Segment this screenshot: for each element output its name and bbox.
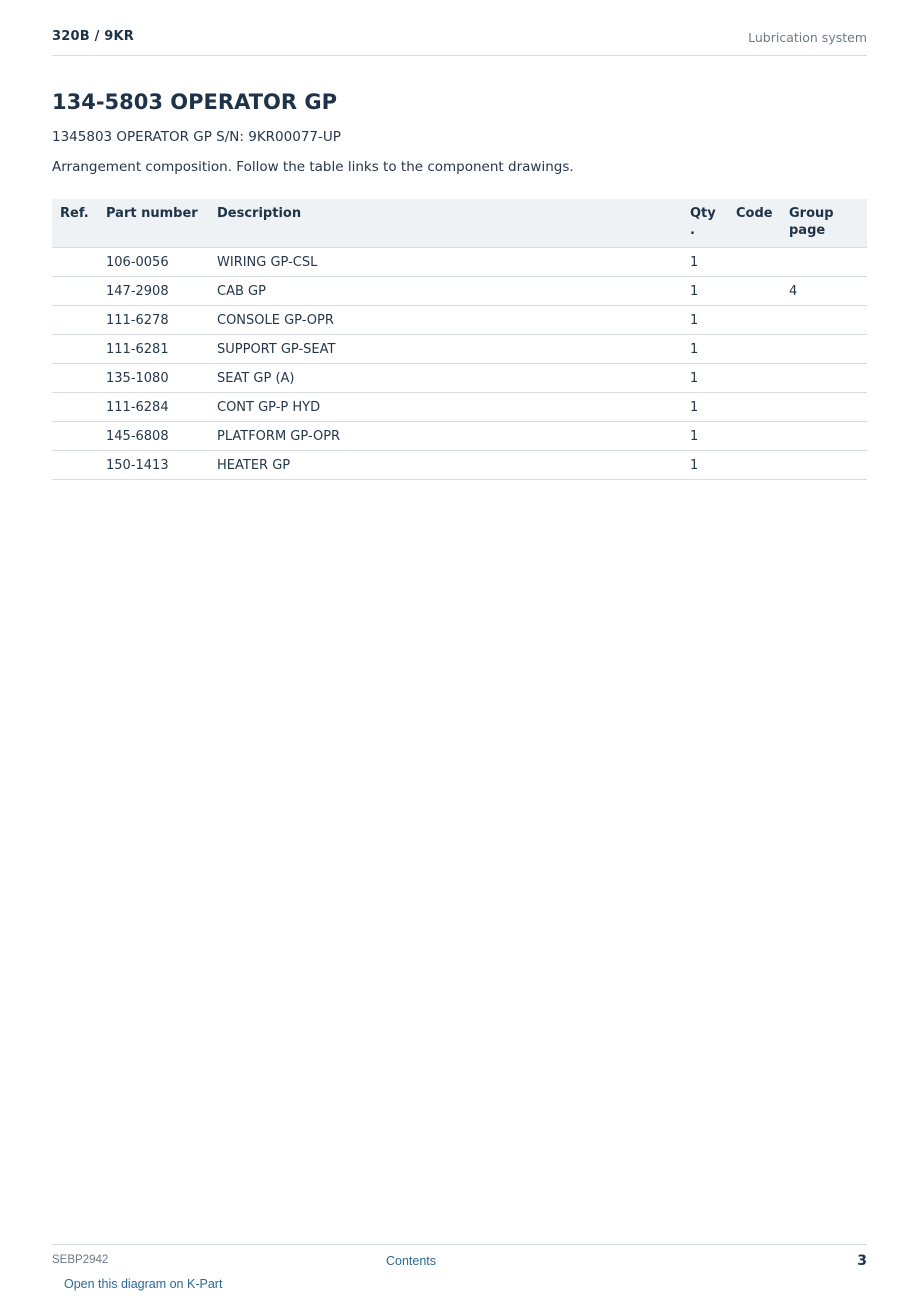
model-label: 320B / 9KR [52, 29, 134, 44]
parts-table-header [52, 199, 867, 248]
header-row [52, 199, 867, 248]
ref-cell [52, 248, 106, 277]
ref-cell [52, 306, 106, 335]
section-label: Lubrication system [748, 30, 867, 45]
qty-cell: 1 [690, 306, 736, 335]
part-number-link[interactable]: 147-2908 [106, 277, 217, 306]
part-number-cell: 111-6281 [106, 335, 217, 364]
document-page [52, 0, 867, 1300]
table-row [52, 277, 867, 306]
qty-cell: 1 [690, 248, 736, 277]
ref-cell [52, 277, 106, 306]
code-cell [736, 451, 789, 480]
code-cell [736, 422, 789, 451]
table-row [52, 422, 867, 451]
table-row [52, 335, 867, 364]
parts-table-body [52, 248, 867, 480]
table-row [52, 306, 867, 335]
qty-cell: 1 [690, 277, 736, 306]
description-cell: WIRING GP-CSL [217, 248, 690, 277]
serial-range-text: 1345803 OPERATOR GP S/N: 9KR00077-UP [52, 129, 341, 145]
kpart-link[interactable]: Open this diagram on K-Part [64, 1277, 223, 1291]
code-cell [736, 306, 789, 335]
part-number-cell: 145-6808 [106, 422, 217, 451]
qty-cell: 1 [690, 393, 736, 422]
qty-cell: 1 [690, 335, 736, 364]
ref-cell [52, 364, 106, 393]
group-page-cell [789, 364, 867, 393]
col-ref: Ref. [52, 199, 106, 248]
description-cell: SUPPORT GP-SEAT [217, 335, 690, 364]
part-number-cell: 106-0056 [106, 248, 217, 277]
page-footer [52, 1244, 867, 1300]
code-cell [736, 335, 789, 364]
intro-text: Arrangement composition. Follow the table links to the component drawings. [52, 159, 574, 175]
page-title: 134-5803 OPERATOR GP [52, 90, 337, 114]
qty-cell: 1 [690, 364, 736, 393]
page-number: 3 [857, 1253, 867, 1269]
col-part-number: Part number [106, 199, 217, 248]
description-cell: CONT GP-P HYD [217, 393, 690, 422]
group-page-cell [789, 248, 867, 277]
description-cell: HEATER GP [217, 451, 690, 480]
parts-table [52, 199, 867, 480]
description-cell: CONSOLE GP-OPR [217, 306, 690, 335]
code-cell [736, 393, 789, 422]
group-page-cell [789, 306, 867, 335]
table-row [52, 393, 867, 422]
description-cell: SEAT GP (A) [217, 364, 690, 393]
col-description: Description [217, 199, 690, 248]
group-page-link[interactable]: 4 [789, 277, 867, 306]
qty-cell: 1 [690, 422, 736, 451]
contents-link[interactable]: Contents [386, 1254, 437, 1268]
group-page-cell [789, 422, 867, 451]
group-page-cell [789, 335, 867, 364]
part-number-cell: 135-1080 [106, 364, 217, 393]
part-number-cell: 150-1413 [106, 451, 217, 480]
qty-cell: 1 [690, 451, 736, 480]
code-cell [736, 364, 789, 393]
table-row [52, 451, 867, 480]
part-number-cell: 111-6278 [106, 306, 217, 335]
ref-cell [52, 393, 106, 422]
part-number-cell: 111-6284 [106, 393, 217, 422]
col-qty: Qty . [690, 199, 736, 248]
ref-cell [52, 451, 106, 480]
ref-cell [52, 422, 106, 451]
code-cell [736, 277, 789, 306]
ref-cell [52, 335, 106, 364]
code-cell [736, 248, 789, 277]
page-header [52, 28, 867, 56]
description-cell: PLATFORM GP-OPR [217, 422, 690, 451]
table-row [52, 364, 867, 393]
col-group-page: Group page [789, 199, 867, 248]
table-row [52, 248, 867, 277]
col-code: Code [736, 199, 789, 248]
document-id: SEBP2942 [52, 1254, 109, 1266]
group-page-cell [789, 451, 867, 480]
group-page-cell [789, 393, 867, 422]
description-cell: CAB GP [217, 277, 690, 306]
